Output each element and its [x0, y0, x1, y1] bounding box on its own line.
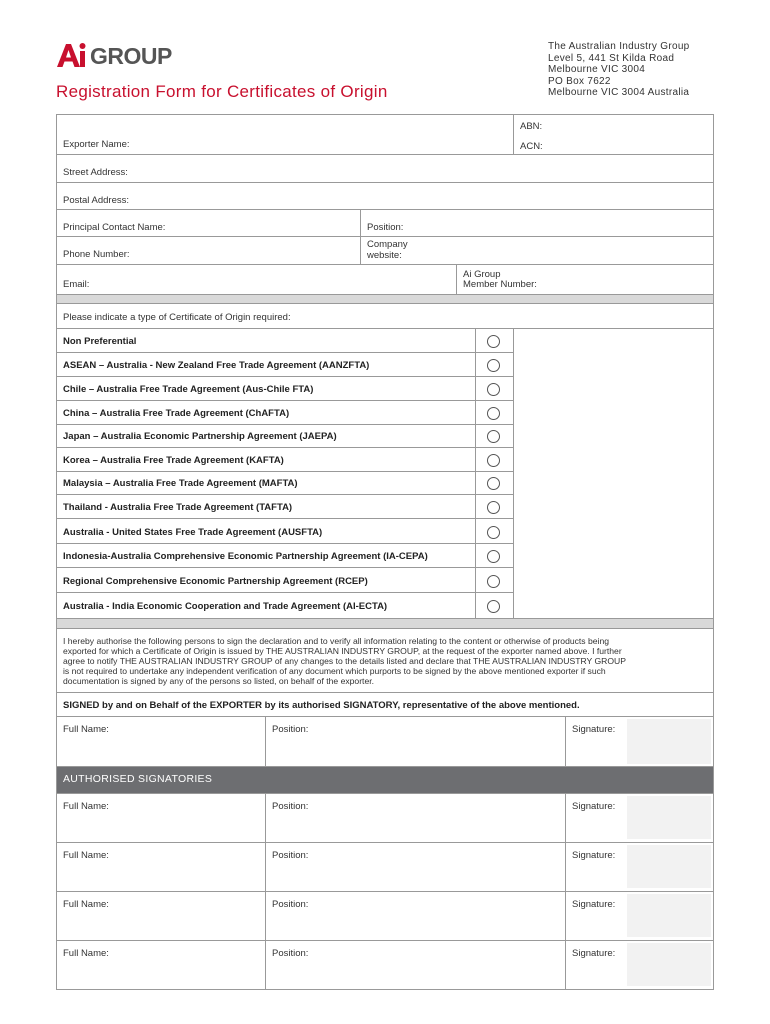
certificate-option-radio[interactable] — [487, 407, 500, 420]
certificate-option-label: Australia - United States Free Trade Agreement (AUSFTA) — [63, 527, 323, 538]
signed-statement: SIGNED by and on Behalf of the EXPORTER by its authorised SIGNATORY, representative of the above mentioned. — [63, 700, 580, 711]
certificate-type-prompt: Please indicate a type of Certificate of Origin required: — [63, 312, 291, 323]
section-heading: AUTHORISED SIGNATORIES — [63, 773, 213, 785]
certificate-option-radio[interactable] — [487, 430, 500, 443]
certificate-option-radio[interactable] — [487, 550, 500, 563]
column-divider — [565, 842, 566, 891]
position-field[interactable]: Position: — [272, 899, 309, 910]
paragraph-line: agree to notify THE AUSTRALIAN INDUSTRY GROUP of any changes to the details listed and declare that THE AUSTRALIAN INDUSTRY GROUP — [63, 656, 626, 666]
column-divider — [265, 842, 266, 891]
column-divider — [565, 793, 566, 842]
principal-contact-field[interactable]: Principal Contact Name: — [63, 222, 166, 233]
column-divider — [265, 793, 266, 842]
address-line: Melbourne VIC 3004 Australia — [548, 87, 690, 98]
certificate-option-radio[interactable] — [487, 501, 500, 514]
paragraph-line: exported for which a Certificate of Origin is issued by THE AUSTRALIAN INDUSTRY GROUP, at the request of the exporter named above. I further — [63, 646, 622, 656]
paragraph-line: documentation is signed by any of the persons so listed, on behalf of the exporter. — [63, 676, 375, 686]
member-number-label: Ai Group — [463, 269, 501, 280]
column-divider — [265, 891, 266, 940]
certificate-option-label: China – Australia Free Trade Agreement (ChAFTA) — [63, 408, 290, 419]
exporter-name-field[interactable]: Exporter Name: — [63, 139, 130, 150]
logo-wordmark: GROUP — [90, 43, 172, 69]
certificate-option-label: Chile – Australia Free Trade Agreement (Aus-Chile FTA) — [63, 384, 314, 395]
company-website-field[interactable] — [367, 239, 408, 261]
certificate-option-label: ASEAN – Australia - New Zealand Free Trade Agreement (AANZFTA) — [63, 360, 370, 371]
authorised-signatories-header — [57, 767, 713, 793]
full-name-field[interactable]: Full Name: — [63, 724, 109, 735]
position-field[interactable]: Position: — [272, 801, 309, 812]
signature-field[interactable]: Signature: — [572, 850, 616, 861]
column-divider — [565, 891, 566, 940]
certificate-option-radio[interactable] — [487, 526, 500, 539]
paragraph-line: I hereby authorise the following persons to sign the declaration and to verify all information relating to the content or otherwise of products being — [63, 636, 610, 646]
certificate-option-label: Japan – Australia Economic Partnership Agreement (JAEPA) — [63, 431, 337, 442]
paragraph-line: is not required to undertake any independent verification of any document which purports to be signed by the above mentioned exporter if such — [63, 666, 606, 676]
signature-box[interactable] — [627, 943, 711, 986]
street-address-field[interactable]: Street Address: — [63, 167, 128, 178]
signature-box[interactable] — [627, 719, 711, 764]
column-divider — [565, 940, 566, 989]
row-divider — [56, 940, 714, 941]
certificate-option-label: Thailand - Australia Free Trade Agreement (TAFTA) — [63, 502, 293, 513]
member-number-field[interactable] — [463, 270, 537, 290]
full-name-field[interactable]: Full Name: — [63, 899, 109, 910]
full-name-field[interactable]: Full Name: — [63, 850, 109, 861]
authorisation-paragraph — [63, 636, 703, 686]
full-name-field[interactable]: Full Name: — [63, 801, 109, 812]
row-divider — [56, 891, 714, 892]
signature-field[interactable]: Signature: — [572, 801, 616, 812]
certificate-option-radio[interactable] — [487, 335, 500, 348]
address-line: Melbourne VIC 3004 — [548, 64, 646, 75]
certificate-option-radio[interactable] — [487, 477, 500, 490]
abn-field[interactable]: ABN: — [520, 121, 543, 132]
signature-field[interactable]: Signature: — [572, 899, 616, 910]
position-field[interactable]: Position: — [272, 948, 309, 959]
address-line: Level 5, 441 St Kilda Road — [548, 52, 675, 64]
signature-field[interactable]: Signature: — [572, 948, 616, 959]
member-number-label: Member Number: — [463, 279, 537, 290]
certificate-option-radio[interactable] — [487, 359, 500, 372]
signature-field[interactable]: Signature: — [572, 724, 616, 735]
email-field[interactable]: Email: — [63, 279, 90, 290]
certificate-option-label: Indonesia-Australia Comprehensive Economic Partnership Agreement (IA-CEPA) — [63, 551, 428, 562]
certificate-option-radio[interactable] — [487, 575, 500, 588]
signature-box[interactable] — [627, 796, 711, 839]
certificate-option-label: Australia - India Economic Cooperation and Trade Agreement (AI-ECTA) — [63, 601, 388, 612]
company-website-label: Company — [367, 239, 408, 250]
certificate-option-label: Korea – Australia Free Trade Agreement (KAFTA) — [63, 455, 284, 466]
address-block — [548, 41, 690, 99]
position-field[interactable]: Position: — [272, 724, 309, 735]
column-divider — [265, 940, 266, 989]
full-name-field[interactable]: Full Name: — [63, 948, 109, 959]
signature-box[interactable] — [627, 894, 711, 937]
certificate-option-radio[interactable] — [487, 383, 500, 396]
page-title: Registration Form for Certificates of Origin — [56, 82, 388, 101]
company-website-label: website: — [367, 250, 402, 261]
position-field[interactable]: Position: — [272, 850, 309, 861]
certificate-option-radio[interactable] — [487, 600, 500, 613]
phone-number-field[interactable]: Phone Number: — [63, 249, 130, 260]
position-field[interactable]: Position: — [367, 222, 404, 233]
signature-box[interactable] — [627, 845, 711, 888]
address-line: PO Box 7622 — [548, 75, 611, 87]
certificate-option-radio[interactable] — [487, 454, 500, 467]
certificate-option-label: Non Preferential — [63, 336, 137, 347]
address-line: The Australian Industry Group — [548, 41, 690, 52]
certificate-option-label: Malaysia – Australia Free Trade Agreement (MAFTA) — [63, 478, 298, 489]
acn-field[interactable]: ACN: — [520, 141, 543, 152]
postal-address-field[interactable]: Postal Address: — [63, 195, 130, 206]
certificate-option-label: Regional Comprehensive Economic Partnership Agreement (RCEP) — [63, 576, 368, 587]
row-divider — [56, 842, 714, 843]
